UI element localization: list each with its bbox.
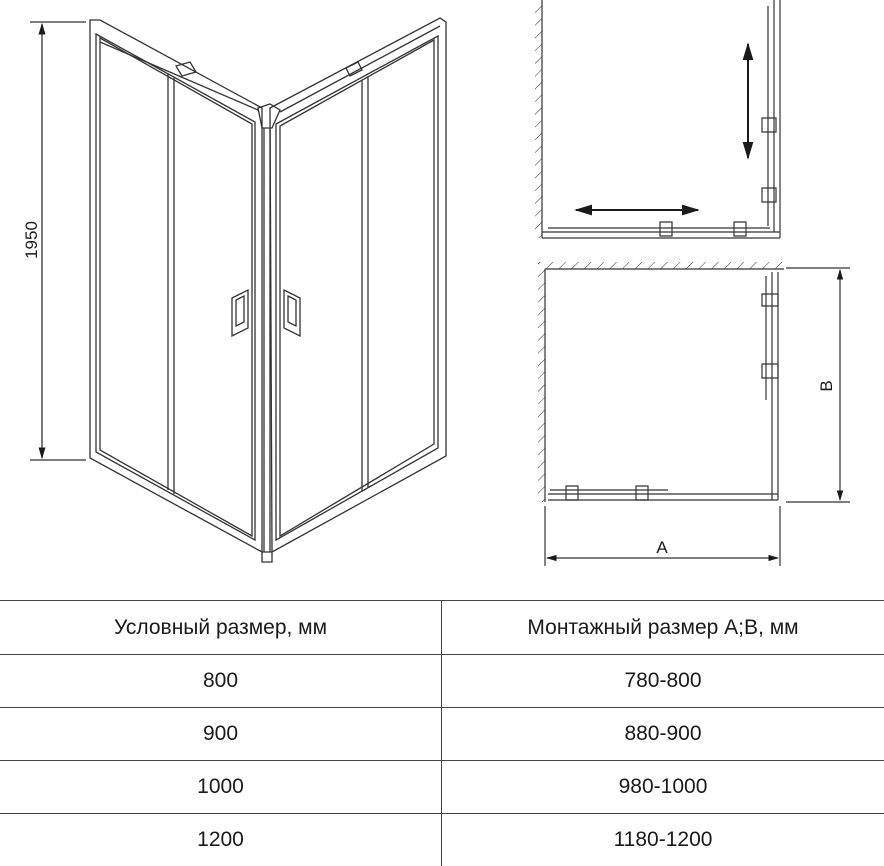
height-dimension [22, 22, 86, 460]
mounting-size-cell: 1180-1200 [442, 814, 884, 866]
dimension-b [786, 268, 850, 502]
header-mounting-size: Монтажный размер А;В, мм [442, 601, 884, 655]
header-nominal-size: Условный размер, мм [0, 601, 442, 655]
dim-a-label: A [656, 538, 668, 557]
right-panel [270, 18, 446, 552]
plan-view-bottom [538, 262, 850, 566]
mounting-size-cell: 880-900 [442, 708, 884, 761]
door-handle-left [232, 290, 248, 336]
table-row [0, 761, 884, 814]
nominal-size-cell: 800 [0, 655, 442, 708]
nominal-size-cell: 1000 [0, 761, 442, 814]
height-label: 1950 [22, 221, 41, 259]
dimension-a [545, 506, 780, 566]
plan-view-top [535, 0, 780, 238]
perspective-view [22, 18, 446, 562]
mounting-size-cell: 780-800 [442, 655, 884, 708]
nominal-size-cell: 900 [0, 708, 442, 761]
table-row [0, 708, 884, 761]
corner-post [258, 104, 280, 562]
table-row [0, 814, 884, 866]
table-row [0, 655, 884, 708]
left-panel [90, 20, 262, 552]
door-handle-right [284, 290, 300, 336]
nominal-size-cell: 1200 [0, 814, 442, 866]
size-table [0, 600, 884, 866]
mounting-size-cell: 980-1000 [442, 761, 884, 814]
dim-b-label: B [817, 380, 836, 391]
table-header-row [0, 601, 884, 655]
